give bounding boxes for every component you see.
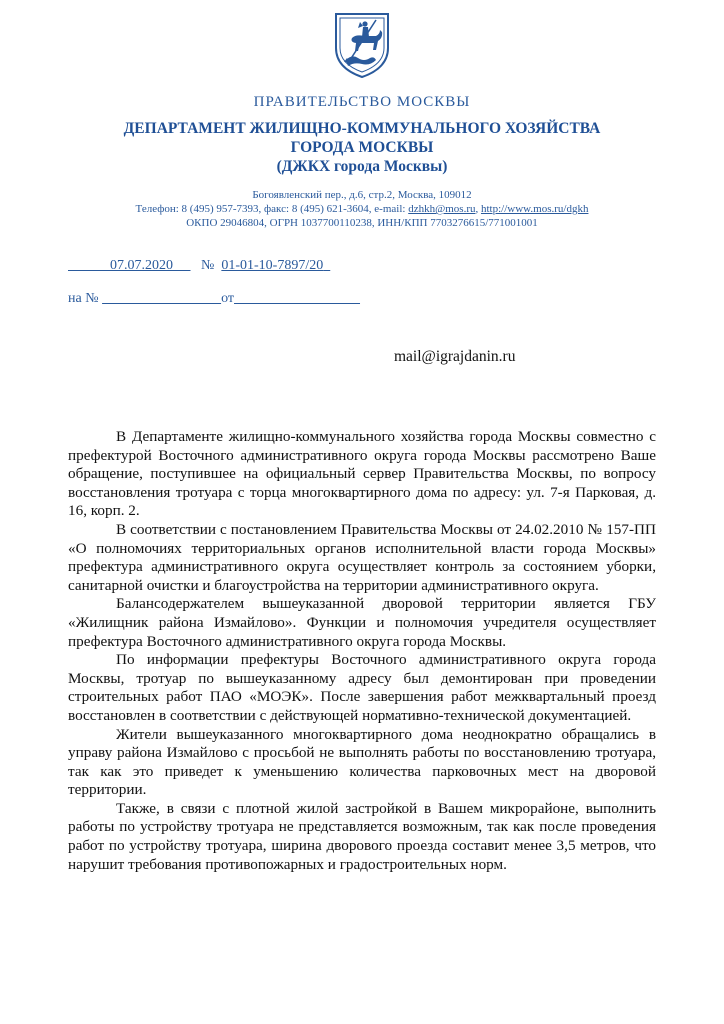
recipient-email: mail@igrajdanin.ru [394, 348, 516, 365]
reply-to-label: на № [68, 291, 99, 306]
outgoing-reference [68, 258, 330, 274]
letter-number: 01-01-10-7897/20 [221, 258, 324, 273]
department-title-line1: ДЕПАРТАМЕНТ ЖИЛИЩНО-КОММУНАЛЬНОГО ХОЗЯЙСТВА [123, 120, 601, 137]
reply-date-blank [234, 291, 360, 306]
letter-date: 07.07.2020 [110, 258, 173, 273]
body-paragraph-6: Также, в связи с плотной жилой застройкой в Вашем микрорайоне, выполнить работы по устройству тротуара не представляется возможным, так как после проведения работ по устройству тротуара, ширина дворового проезда составит менее 3,5 метров, что нарушит требования противопожарных и градостроительных норм. [68, 799, 656, 873]
department-short-name: (ДЖКХ города Москвы) [276, 158, 448, 175]
moscow-coat-of-arms-icon [332, 10, 392, 80]
body-paragraph-4: По информации префектуры Восточного административного округа города Москвы, тротуар по вышеуказанному адресу был демонтирован при проведении строительных работ ПАО «МОЭК». После завершения работ межквартальный проезд восстановлен в соответствии с действующей нормативно-технической документацией. [68, 651, 656, 724]
body-paragraph-3: Балансодержателем вышеуказанной дворовой территории является ГБУ «Жилищник района Измайлово». Функции и полномочия учредителя осуществляет префектура Восточного административного округа города Москвы. [68, 595, 656, 650]
letter-body [68, 428, 656, 874]
department-address: Богоявленский пер., д.6, стр.2, Москва, 109012 [252, 189, 472, 201]
department-email-link[interactable]: dzhkh@mos.ru [408, 203, 476, 215]
body-paragraph-1: В Департаменте жилищно-коммунального хозяйства города Москвы совместно с префектурой Восточного административного округа города Москвы рассмотрено Ваше обращение, поступившее на официальный сервер Правительства Москвы, по вопросу восстановления тротуара с торца многоквартирного дома по адресу: ул. 7-я Парковая, д. 16, корп. 2. [68, 428, 656, 520]
body-paragraph-5: Жители вышеуказанного многоквартирного дома неоднократно обращались в управу района Измайлово с просьбой не выполнять работы по восстановлению тротуара, так как это приведет к уменьшению количества парковочных мест на дворовой территории. [68, 725, 656, 799]
government-title: ПРАВИТЕЛЬСТВО МОСКВЫ [253, 94, 471, 110]
contacts-prefix: Телефон: 8 (495) 957-7393, факс: 8 (495) 621-3604, e-mail: [135, 203, 409, 215]
body-paragraph-2: В соответствии с постановлением Правительства Москвы от 24.02.2010 № 157-ПП «О полномочиях территориальных органов исполнительной власти города Москвы» префектура административного округа осуществляет контроль за состоянием уборки, санитарной очистки и благоустройства на территории административного округа. [68, 520, 656, 594]
number-sign: № [201, 258, 215, 273]
department-registry-codes: ОКПО 29046804, ОГРН 1037700110238, ИНН/КПП 7703276615/771001001 [186, 217, 538, 229]
department-website-link[interactable]: http://www.mos.ru/dgkh [480, 203, 589, 215]
department-title-line2: ГОРОДА МОСКВЫ [290, 139, 434, 156]
reply-number-blank [102, 291, 221, 306]
from-label: от [221, 291, 235, 306]
contacts-separator: , [475, 203, 481, 215]
incoming-reference [68, 291, 360, 307]
department-contacts [0, 202, 724, 216]
